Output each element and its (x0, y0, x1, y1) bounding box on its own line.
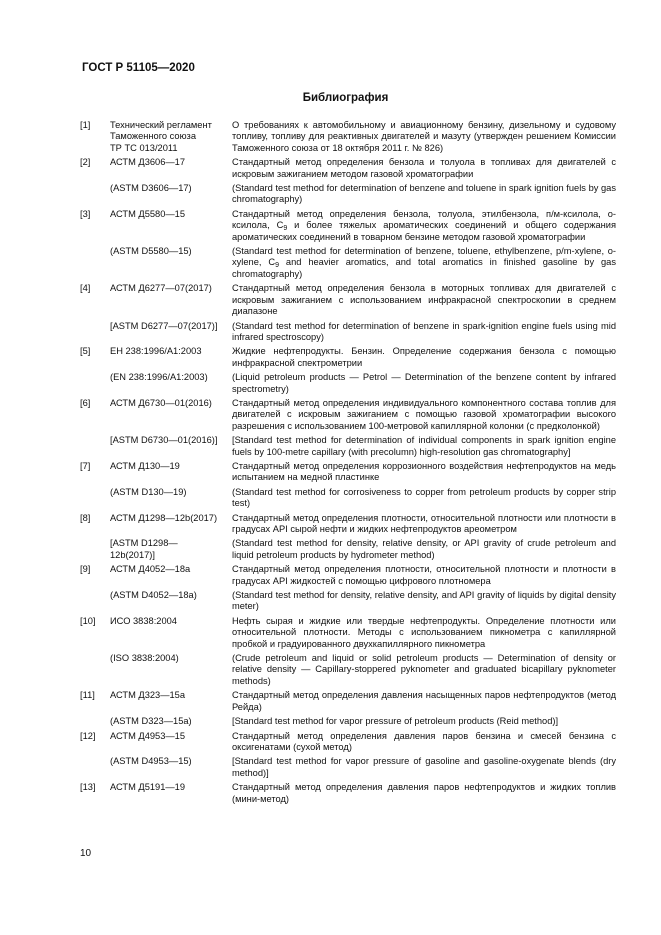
entry-reference: (ASTM D5580—15) (110, 246, 192, 257)
bibliography-entry (80, 321, 616, 344)
entry-description: (Standard test method for density, relative density, and API gravity of liquids by digital density meter) (232, 590, 616, 612)
bibliography-entry (80, 120, 616, 154)
entry-reference: АСТМ Д323—15а (110, 690, 186, 701)
bibliography-entry (80, 157, 616, 180)
document-header: ГОСТ Р 51105—2020 (82, 62, 195, 74)
entry-number (80, 487, 110, 510)
entry-description: Стандартный метод определения бензола, толуола, этилбензола, п/м-ксилола, о-ксилола, $C_9$ и более тяжелых ароматических соединений и общего содержания ароматических соединений в товарном бензине методом газовой хроматографии (232, 208, 617, 242)
entry-number: [3] (80, 208, 91, 219)
bibliography-entry (80, 461, 616, 484)
bibliography-entry (80, 616, 616, 650)
entry-number (80, 716, 110, 727)
entry-description: (Standard test method for density, relative density, or API gravity of crude petroleum and liquid petroleum products by hydrometer method) (232, 538, 616, 560)
entry-reference: [ASTM D6277—07(2017)] (110, 320, 218, 331)
entry-reference: (ASTM D3606—17) (110, 183, 192, 194)
entry-reference: АСТМ Д5191—19 (110, 782, 186, 793)
entry-description: Стандартный метод определения давления насыщенных паров нефтепродуктов (метод Рейда) (232, 690, 616, 712)
entry-description: О требованиях к автомобильному и авиационному бензину, дизельному и судовому топливу, топливу для реактивных двигателей и мазуту (утвержден решением Комиссии Таможенного союза от 18 октября 2011 г. № 826) (232, 120, 616, 153)
entry-number: [6] (80, 397, 91, 408)
entry-description: [Standard test method for vapor pressure of gasoline and gasoline-oxygenate blends (dry method)] (232, 756, 616, 778)
entry-description: [Standard test method for vapor pressure of petroleum products (Reid method)] (232, 716, 559, 727)
entry-reference: Технический регламент Таможенного союза ТР ТС 013/2011 (110, 120, 212, 153)
entry-number: [12] (80, 730, 96, 741)
entry-reference: АСТМ Д6277—07(2017) (110, 283, 212, 294)
entry-description: (Liquid petroleum products — Petrol — Determination of the benzene content by infrared spectrometry) (232, 372, 616, 394)
entry-description: Жидкие нефтепродукты. Бензин. Определение содержания бензола с помощью инфракрасной спектрометрии (232, 346, 616, 368)
entry-description: Нефть сырая и жидкие или твердые нефтепродукты. Определение плотности или относительной плотности. Методы с использованием пикнометра с капиллярной пробкой и градуированного двухкапиллярного пикнометра (232, 615, 616, 649)
bibliography-entry (80, 183, 616, 206)
entry-reference: ИСО 3838:2004 (110, 615, 177, 626)
entry-number: [13] (80, 782, 96, 793)
entry-description: Стандартный метод определения индивидуального компонентного состава топлив для двигателей с искровым зажиганием с помощью газовой хроматографии высокого разрешения с использованием 100-метровой капиллярной колонки (с предколонкой) (232, 397, 616, 431)
entry-reference: [ASTM D1298— 12b(2017)] (110, 538, 178, 560)
page-number: 10 (80, 848, 92, 859)
entry-description: (Crude petroleum and liquid or solid petroleum products — Determination of density or relative density — Capillary-stoppered pyknometer and graduated bicapillary pyknometer methods) (232, 653, 616, 686)
bibliography-entry (80, 372, 616, 395)
entry-number (80, 756, 110, 779)
bibliography-entry (80, 398, 616, 432)
bibliography-entry (80, 209, 616, 243)
entry-number: [11] (80, 690, 95, 701)
entry-description: Стандартный метод определения давления паров бензина и смесей бензина с оксигенатами (сухой метод) (232, 730, 616, 752)
bibliography-entry (80, 731, 616, 754)
entry-number (80, 321, 110, 344)
entry-number: [5] (80, 346, 91, 357)
entry-number (80, 653, 110, 687)
entry-number: [8] (80, 512, 91, 523)
entry-description: Стандартный метод определения бензола в моторных топливах для двигателей с искровым зажиганием с использованием инфракрасной спектроскопии в среднем диапазоне (232, 283, 616, 317)
entry-description: Стандартный метод определения коррозионного воздействия нефтепродуктов на медь испытанием на медной пластинке (232, 460, 616, 483)
entry-number: [1] (80, 120, 91, 130)
entry-reference: (ASTM D130—19) (110, 486, 187, 497)
entry-description: Стандартный метод определения давления паров нефтепродуктов и жидких топлив (мини-метод) (232, 782, 616, 804)
entry-number (80, 435, 110, 458)
entry-description: (Standard test method for determination of benzene, toluene, ethylbenzene, p/m-xylene, o-xylene, $C_9$ and heavier aromatics, and total aromatics in finished gasoline by gas chromatography) (232, 246, 616, 279)
entry-number (80, 538, 110, 561)
entry-reference: [ASTM D6730—01(2016)] (110, 435, 218, 446)
entry-reference: (ASTM D4953—15) (110, 756, 192, 767)
entry-number (80, 246, 110, 280)
bibliography-entry (80, 513, 616, 536)
bibliography-entry (80, 435, 616, 458)
entry-reference: АСТМ Д6730—01(2016) (110, 397, 212, 408)
bibliography-entry (80, 487, 616, 510)
bibliography-entry (80, 564, 616, 587)
bibliography-entry (80, 782, 616, 805)
bibliography-entry (80, 653, 616, 687)
bibliography-entry (80, 346, 616, 369)
entry-reference: АСТМ Д4052—18а (110, 564, 191, 575)
entry-number: [4] (80, 283, 91, 294)
bibliography-entry (80, 246, 616, 280)
entry-reference: (ASTM D323—15a) (110, 716, 192, 727)
entry-reference: АСТМ Д4953—15 (110, 730, 186, 741)
entry-reference: АСТМ Д130—19 (110, 460, 180, 471)
entry-description: Стандартный метод определения плотности, относительной плотности или плотности в градусах API сырой нефти и жидких нефтепродуктов ареометром (232, 512, 616, 534)
bibliography-entry (80, 283, 616, 317)
entry-reference: ЕН 238:1996/А1:2003 (110, 346, 202, 357)
entry-description: Стандартный метод определения бензола и толуола в топливах для двигателей с искровым зажиганием методом газовой хроматографии (232, 157, 616, 179)
entry-reference: АСТМ Д5580—15 (110, 208, 186, 219)
entry-reference: (EN 238:1996/A1:2003) (110, 372, 208, 383)
entry-reference: (ASTM D4052—18a) (110, 590, 197, 601)
entry-number (80, 183, 110, 206)
entry-reference: АСТМ Д1298—12b(2017) (110, 512, 218, 523)
bibliography-list (80, 120, 616, 808)
entry-number: [10] (80, 615, 96, 626)
section-title: Библиография (302, 92, 389, 104)
entry-number: [7] (80, 460, 91, 471)
entry-number: [9] (80, 564, 91, 575)
entry-description: Стандартный метод определения плотности, относительной плотности и плотности в градусах API жидкостей с помощью цифрового плотномера (232, 564, 616, 586)
bibliography-entry (80, 538, 616, 561)
entry-number: [2] (80, 157, 91, 168)
bibliography-entry (80, 756, 616, 779)
entry-description: (Standard test method for determination of benzene and toluene in spark ignition fuels by gas chromatography) (232, 183, 616, 205)
bibliography-entry (80, 590, 616, 613)
entry-reference: (ISO 3838:2004) (110, 653, 179, 664)
entry-number (80, 372, 110, 395)
bibliography-entry (80, 716, 616, 727)
entry-description: (Standard test method for determination of benzene in spark-ignition engine fuels using mid infrared spectroscopy) (232, 320, 616, 342)
entry-description: (Standard test method for corrosiveness to copper from petroleum products by copper strip test) (232, 486, 616, 509)
entry-reference: АСТМ Д3606—17 (110, 157, 186, 168)
entry-number (80, 590, 110, 613)
entry-description: [Standard test method for determination of individual components in spark ignition engine fuels by 100-metre capillary (with precolumn) high-resolution gas chromatography] (232, 435, 616, 457)
bibliography-entry (80, 690, 616, 713)
